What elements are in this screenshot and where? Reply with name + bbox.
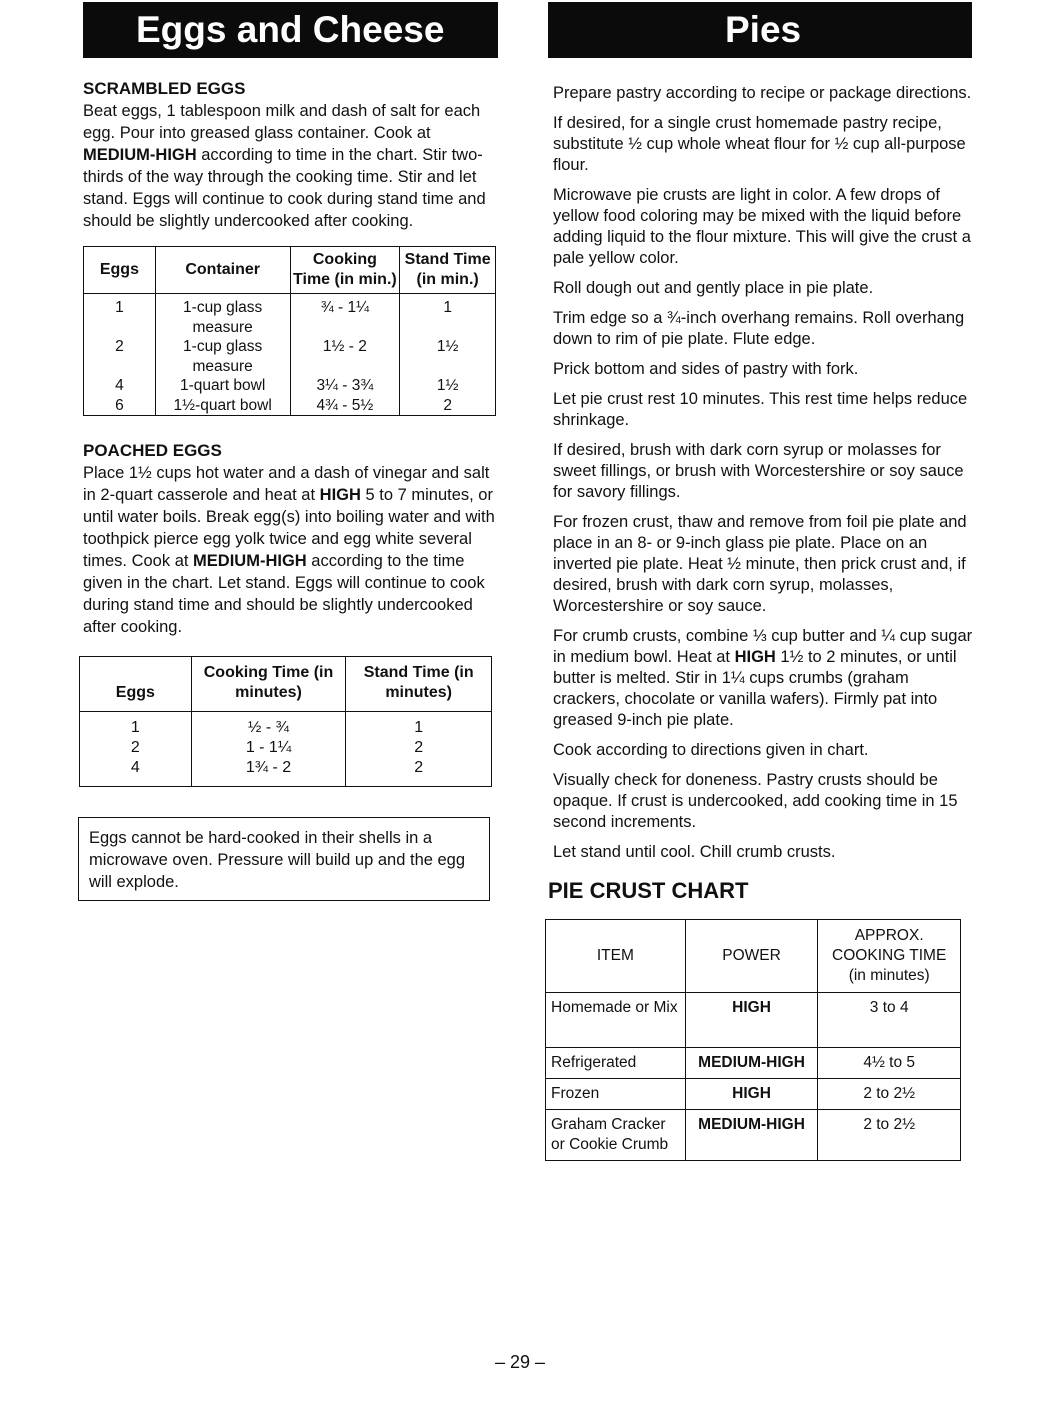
table-cell: 2 [346,738,492,758]
section-banner-eggs-and-cheese: Eggs and Cheese [83,2,498,58]
table-row [80,712,492,739]
table-header: ITEM [546,920,686,993]
table-cell: 1½-quart bowl [155,396,290,416]
table-cell: 2 [346,758,492,787]
table-cell: 1 [400,294,496,338]
table-cell: 1½ [400,376,496,396]
table-row [546,1048,961,1079]
table-cell: 4 [84,376,156,396]
table-header: Stand Time (in min.) [400,247,496,294]
table-header: POWER [685,920,818,993]
pie-instruction: Prick bottom and sides of pastry with fork. [553,360,859,378]
table-cell: 1 [84,294,156,338]
pie-instruction: Let pie crust rest 10 minutes. This rest time helps reduce shrinkage. [553,390,968,429]
table-row [84,294,496,338]
table-cell: 1-quart bowl [155,376,290,396]
pie-instruction: Prepare pastry according to recipe or package directions. [553,84,972,102]
table-row [84,396,496,416]
table-cell: 3 to 4 [818,993,961,1048]
table-row [84,376,496,396]
table-cell: ¾ - 1¼ [290,294,400,338]
table-cell: MEDIUM-HIGH [685,1048,818,1079]
table-cell: Refrigerated [546,1048,686,1079]
table-row [546,993,961,1048]
left-column [83,78,498,901]
pie-instruction: For crumb crusts, combine ⅓ cup butter and ¼ cup sugar in medium bowl. Heat at HIGH 1½ to 2 minutes, or until butter is melted. Stir in 1¼ cups crumbs (graham crackers, chocolate or vanilla wafers). Firmly pat into greased 9-inch pie plate. [553,627,973,729]
table-cell: 4¾ - 5½ [290,396,400,416]
page-number: – 29 – [494,1352,546,1372]
pie-instruction: Cook according to directions given in chart. [553,741,869,759]
table-cell: 1 - 1¼ [191,738,346,758]
table-cell: ½ - ¾ [191,712,346,739]
scrambled-eggs-table [83,246,496,416]
table-cell: 2 to 2½ [818,1110,961,1161]
table-header: Stand Time (in minutes) [346,657,492,712]
table-row [80,758,492,787]
table-cell: 1½ - 2 [290,337,400,376]
scrambled-eggs-heading: SCRAMBLED EGGS [83,79,246,98]
table-row [80,738,492,758]
table-header: Eggs [80,657,192,712]
table-header: Eggs [84,247,156,294]
table-cell: HIGH [685,993,818,1048]
table-header: Cooking Time (in min.) [290,247,400,294]
table-cell: 1 [80,712,192,739]
table-cell: 1 [346,712,492,739]
poached-eggs-instructions: Place 1½ cups hot water and a dash of vinegar and salt in 2-quart casserole and heat at HIGH 5 to 7 minutes, or until water boils. Break egg(s) into boiling water and with toothpick pierce egg yolk twice and egg white several times. Cook at MEDIUM-HIGH according to the time given in the chart. Let stand. Eggs will continue to cook during stand time and should be slightly undercooked after cooking. [83,464,495,636]
table-cell: 1-cup glass measure [155,294,290,338]
table-cell: 4 [80,758,192,787]
pie-instruction: For frozen crust, thaw and remove from foil pie plate and place in an 8- or 9-inch glass pie plate. Place on an inverted pie plate. Heat ½ minute, then prick crust and, if desired, brush with dark corn syrup, molasses, Worcestershire or soy sauce. [553,513,967,615]
table-row [84,337,496,376]
poached-eggs-table [79,656,492,787]
table-cell: HIGH [685,1079,818,1110]
pie-instruction: Microwave pie crusts are light in color. A few drops of yellow food coloring may be mixed with the liquid before adding liquid to the flour mixture. This will give the crust a pale yellow color. [553,186,971,267]
section-banner-pies: Pies [548,2,972,58]
pie-instruction: Let stand until cool. Chill crumb crusts. [553,843,836,861]
scrambled-eggs-instructions: Beat eggs, 1 tablespoon milk and dash of salt for each egg. Pour into greased glass container. Cook at MEDIUM-HIGH according to time in the chart. Stir two-thirds of the way through the cooking time. Stir and let stand. Eggs will continue to cook during stand time and should be slightly undercooked after cooking. [83,102,486,230]
table-cell: 1-cup glass measure [155,337,290,376]
table-cell: 2 [80,738,192,758]
right-column [548,83,973,1161]
table-cell: Homemade or Mix [546,993,686,1048]
table-header: Cooking Time (in minutes) [191,657,346,712]
poached-eggs-heading: POACHED EGGS [83,441,222,460]
table-row [546,1110,961,1161]
table-cell: 1½ [400,337,496,376]
pie-instruction: Trim edge so a ¾-inch overhang remains. Roll overhang down to rim of pie plate. Flute edge. [553,309,965,348]
pie-crust-chart-title: PIE CRUST CHART [548,878,749,903]
pie-instruction: Visually check for doneness. Pastry crusts should be opaque. If crust is undercooked, add cooking time in 15 second increments. [553,771,958,831]
pie-crust-chart-table [545,919,961,1161]
table-cell: 1¾ - 2 [191,758,346,787]
table-cell: MEDIUM-HIGH [685,1110,818,1161]
table-cell: Frozen [546,1079,686,1110]
table-cell: 4½ to 5 [818,1048,961,1079]
pie-instruction: Roll dough out and gently place in pie plate. [553,279,874,297]
table-cell: Graham Cracker or Cookie Crumb [546,1110,686,1161]
pie-instruction: If desired, brush with dark corn syrup or molasses for sweet fillings, or brush with Worcestershire or soy sauce for savory fillings. [553,441,964,501]
table-cell: 2 to 2½ [818,1079,961,1110]
table-header: Container [155,247,290,294]
pie-instruction: If desired, for a single crust homemade pastry recipe, substitute ½ cup whole wheat flour for ½ cup all-purpose flour. [553,114,966,174]
table-cell: 2 [400,396,496,416]
table-header: APPROX. COOKING TIME (in minutes) [818,920,961,993]
table-cell: 2 [84,337,156,376]
table-row [546,1079,961,1110]
warning-note-box: Eggs cannot be hard-cooked in their shells in a microwave oven. Pressure will build up and the egg will explode. [78,817,490,901]
table-cell: 3¼ - 3¾ [290,376,400,396]
table-cell: 6 [84,396,156,416]
